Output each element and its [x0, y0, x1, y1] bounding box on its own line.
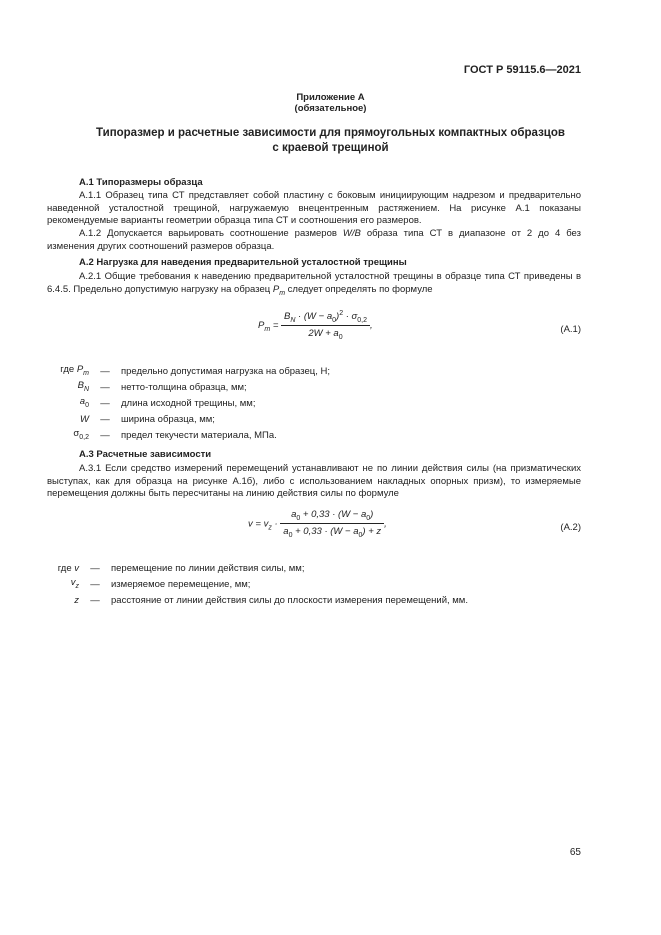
paragraph-text: А.1.2 Допускается варьировать соотношение размеров: [79, 228, 343, 239]
where-dash: —: [100, 398, 110, 409]
section-a2-heading: А.2 Нагрузка для наведения предварительной усталостной трещины: [79, 257, 407, 268]
where-row: [47, 364, 330, 380]
where-row: [37, 577, 468, 593]
formula-lhs: v = v: [248, 518, 269, 530]
where-symbol: W: [80, 414, 89, 425]
where-dash: —: [100, 366, 110, 377]
equation-number-a2: (А.2): [560, 522, 581, 533]
where-row: [47, 396, 330, 412]
formula-sub: 0: [366, 514, 371, 522]
formula-lhs-sub: z: [268, 524, 272, 532]
formula-term: ) + z: [362, 525, 382, 537]
where-description: перемещение по линии действия силы, мм;: [111, 563, 305, 574]
appendix-title: Приложение А: [296, 92, 365, 103]
where-description: расстояние от линии действия силы до плоскости измерения перемещений, мм.: [111, 595, 468, 606]
equation-number-a1: (А.1): [560, 324, 581, 335]
formula-sub: 0: [332, 317, 337, 325]
formula-term: · σ: [343, 311, 358, 323]
page-number: 65: [569, 847, 581, 858]
where-dash: —: [90, 595, 100, 606]
formula-lhs: P: [258, 319, 265, 331]
where-list-a2: [37, 561, 468, 609]
where-sub: z: [75, 582, 79, 590]
formula-tail: ,: [384, 518, 387, 530]
where-sub: 0: [85, 401, 89, 409]
appendix-status: (обязательное): [294, 103, 367, 114]
where-row: [47, 380, 330, 396]
where-symbol: σ: [73, 428, 80, 440]
where-description: предел текучести материала, МПа.: [121, 430, 277, 441]
where-prefix: где: [60, 364, 77, 376]
formula-sub: 0,2: [357, 317, 367, 325]
where-row: [47, 428, 330, 444]
where-dash: —: [100, 382, 110, 393]
where-description: нетто-толщина образца, мм;: [121, 382, 247, 393]
formula-a1: [258, 310, 373, 341]
symbol: P: [272, 283, 280, 295]
where-dash: —: [90, 563, 100, 574]
section-a3-heading: А.3 Расчетные зависимости: [79, 449, 212, 460]
formula-equals: =: [270, 319, 282, 331]
formula-sup: 2: [339, 310, 344, 317]
formula-dot: ·: [271, 518, 281, 530]
symbol-subscript: m: [279, 289, 286, 297]
where-symbol: v: [74, 563, 79, 574]
formula-fraction: [281, 310, 370, 341]
where-symbol: B: [77, 380, 84, 392]
formula-term: a: [291, 509, 297, 520]
main-title-line1: Типоразмер и расчетные зависимости для прямоугольных компактных образцов: [96, 127, 565, 139]
formula-numerator: [280, 509, 384, 524]
where-list-a1: [47, 364, 330, 444]
paragraph-text: А.2.1 Общие требования к наведению предварительной усталостной трещины в образце типа СТ приведены в 6.4.5. Предельно допустимую нагрузку на образец: [47, 271, 581, 295]
formula-fraction: [280, 509, 384, 539]
main-title: [0, 126, 661, 156]
formula-a2: [248, 509, 387, 539]
standard-code: ГОСТ Р 59115.6—2021: [463, 64, 581, 76]
where-symbol: P: [76, 364, 84, 376]
formula-denominator: [280, 524, 384, 539]
formula-denominator: [281, 326, 370, 341]
paragraph-text: образа типа СТ в диапазоне от 2 до 4 без изменения других соотношений размеров образца.: [47, 228, 581, 252]
where-sub: N: [83, 385, 89, 393]
where-row: [37, 593, 468, 609]
section-a1-paragraph-1: А.1.1 Образец типа СТ представляет собой пластину с боковым инициирующим надрезом и предварительно наведенной усталостной трещиной, нагружаемую внецентренным растяжением. На рисунке А.1 показаны рекомендуемые варианты геометрии образца типа СТ и соотношения его размеров.: [47, 190, 581, 226]
where-symbol: z: [74, 595, 79, 606]
main-title-line2: с краевой трещиной: [272, 142, 389, 154]
section-a3-paragraph-1: А.3.1 Если средство измерений перемещений устанавливают не по линии действия силы (на призматических выступах, как для образца на рисунке А.1б), либо с использованием накладных опорных призм), то измеряемые перемещения должны быть пересчитаны на линию действия силы по формуле: [47, 463, 581, 499]
formula-term: ): [370, 509, 374, 520]
where-symbol: a: [79, 396, 86, 408]
formula-sub: 0: [296, 514, 301, 522]
formula-term: · (W − a: [295, 311, 333, 323]
where-dash: —: [100, 430, 110, 441]
formula-term: ): [336, 311, 340, 323]
section-a1-heading: А.1 Типоразмеры образца: [79, 177, 203, 188]
section-a1-paragraph-2: [47, 228, 581, 253]
formula-term: 2W + a: [308, 328, 339, 340]
where-sub: m: [83, 369, 89, 377]
where-row: [47, 412, 330, 428]
where-description: ширина образца, мм;: [121, 414, 215, 425]
formula-term: B: [284, 311, 291, 323]
formula-sub: 0: [358, 531, 363, 539]
ratio-symbol: W/B: [342, 228, 361, 239]
formula-sub: 0: [338, 333, 343, 341]
where-dash: —: [100, 414, 110, 425]
where-description: предельно допустимая нагрузка на образец, Н;: [121, 366, 330, 377]
where-description: длина исходной трещины, мм;: [121, 398, 256, 409]
where-symbol: v: [70, 577, 76, 589]
formula-sub: N: [290, 317, 296, 325]
formula-numerator: [281, 310, 370, 326]
formula-term: + 0,33 · (W − a: [300, 509, 367, 520]
where-dash: —: [90, 579, 100, 590]
where-description: измеряемое перемещение, мм;: [111, 579, 251, 590]
section-a2-paragraph-1: [47, 271, 581, 300]
formula-sub: 0: [288, 531, 293, 539]
where-row: [37, 561, 468, 577]
formula-term: a: [283, 525, 289, 537]
formula-tail: ,: [370, 319, 373, 331]
formula-lhs-sub: m: [264, 325, 271, 333]
where-sub: 0,2: [79, 433, 89, 441]
paragraph-text: следует определять по формуле: [285, 283, 433, 295]
where-prefix: где: [57, 563, 75, 574]
formula-term: + 0,33 · (W − a: [292, 525, 359, 537]
